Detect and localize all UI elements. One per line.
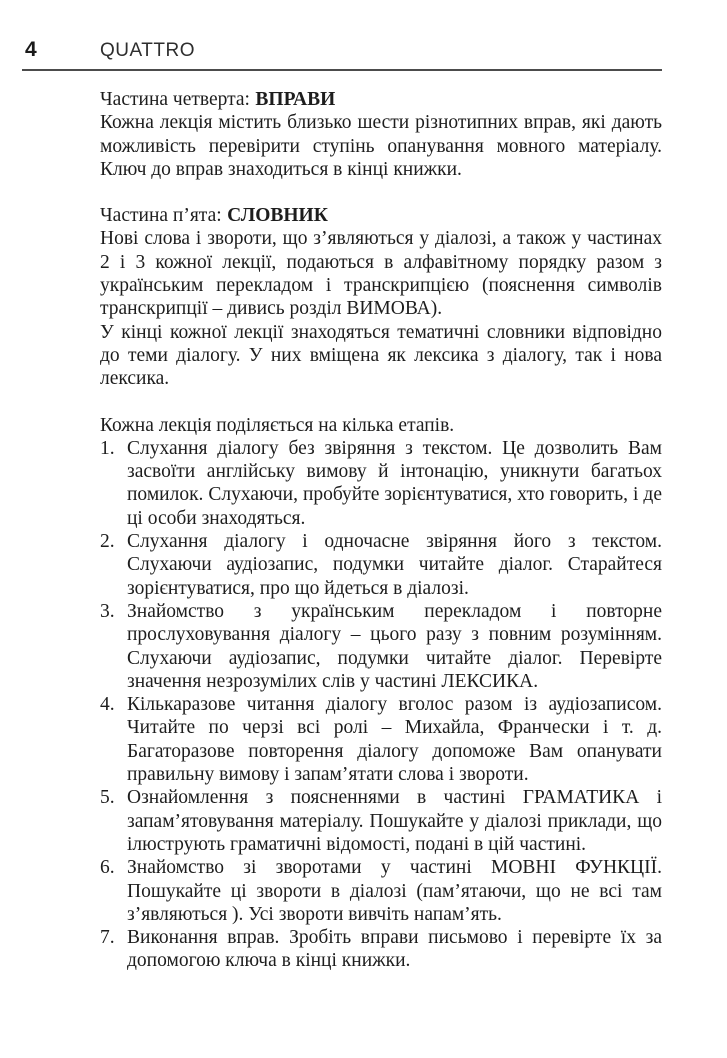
list-item-text: Виконання вправ. Зробіть вправи письмово і перевірте їх за допомогою ключа в кінці книжки. [127,927,662,972]
list-item-text: Слухання діалогу і одночасне звіряння його з текстом. Слухаючи аудіозапис, подумки читайте діалог. Старайтеся зорієнтуватися, про що йдеться в діалозі. [127,531,662,599]
page-header [25,38,662,62]
list-item [100,437,662,530]
section-heading-prefix: Частина четверта: [100,89,250,110]
list-item-number: 7. [100,927,115,949]
paragraph: Кожна лекція містить близько шести різнотипних вправ, які дають можливість перевірити ступінь опанування мовного матеріалу. Ключ до вправ знаходиться в кінці книжки. [100,112,662,180]
list-item-number: 1. [100,437,115,459]
running-title: QUATTRO [100,40,195,61]
paragraph: Нові слова і звороти, що з’являються у діалозі, а також у частинах 2 і 3 кожної лекції, подаються в алфавітному порядку разом з українським перекладом і транскрипцією (пояснення символів транскрипції – дивись розділ ВИМОВА). [100,228,662,320]
list-item-text: Знайомство з українським перекладом і повторне прослуховування діалогу – цього разу з повним розумінням. Слухаючи аудіозапис, подумки читайте діалог. Перевірте значення незрозумілих слів у частині ЛЕКСИКА. [127,600,662,692]
section-dictionary [100,204,662,390]
section-heading-term: ВПРАВИ [255,89,336,110]
section-heading-prefix: Частина п’ята: [100,205,222,227]
list-item-text: Знайомство зі зворотами у частині МОВНІ ФУНКЦІЇ. Пошукайте ці звороти в діалозі (пам’ятаючи, що не всі там з’являються ). Усі звороти вивчіть напам’ять. [127,857,662,925]
section-stages [100,414,662,973]
section-heading [100,88,662,111]
list-item-text: Ознайомлення з поясненнями в частині ГРАМАТИКА і запам’ятовування матеріалу. Пошукайте у діалозі приклади, що ілюструють граматичні відомості, подані в цій частині. [127,787,662,855]
stages-intro: Кожна лекція поділяється на кілька етапів. [100,414,455,436]
list-item-text: Кількаразове читання діалогу вголос разом із аудіозаписом. Читайте по черзі всі ролі – Михайла, Франчески і т. д. Багаторазове повторення діалогу допоможе Вам опанувати правильну вимову і запам’ятати слова і звороти. [127,694,662,786]
header-rule [22,69,662,71]
section-heading [100,204,662,227]
paragraph: У кінці кожної лекції знаходяться тематичні словники відповідно до теми діалогу. У них вміщена як лексика з діалогу, так і нова лексика. [100,321,662,390]
list-item [100,926,662,973]
list-item-number: 2. [100,531,115,553]
list-item [100,600,662,693]
section-heading-term: СЛОВНИК [227,205,328,227]
list-item-number: 5. [100,787,115,809]
list-item-number: 6. [100,857,115,879]
list-item-text: Слухання діалогу без звіряння з текстом. Це дозволить Вам засвоїти англійську вимову й інтонацію, уникнути багатьох помилок. Слухаючи, пробуйте зорієнтуватися, хто говорить, і де ці особи знаходяться. [127,437,662,529]
list-item [100,786,662,856]
list-item [100,856,662,926]
section-exercises [100,88,662,181]
list-item-number: 3. [100,600,115,622]
list-item [100,530,662,600]
list-item-number: 4. [100,694,115,716]
page-number: 4 [25,38,37,61]
page-content [100,88,662,973]
list-item [100,693,662,786]
